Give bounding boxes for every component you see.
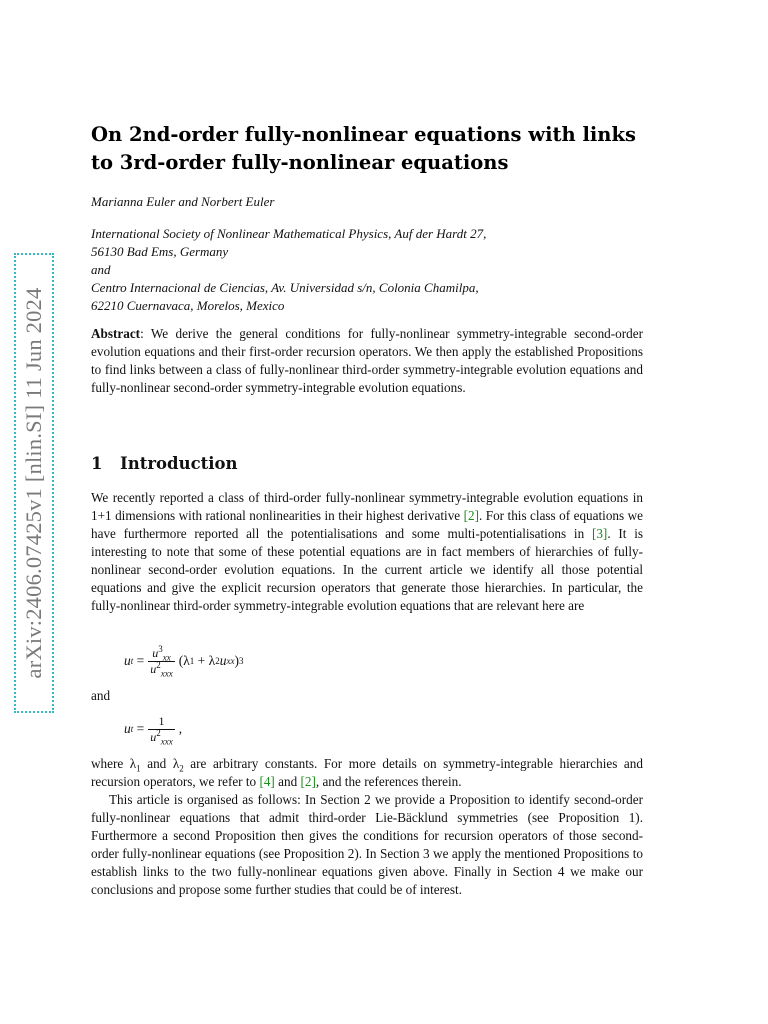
text-run: . It is interesting to note that some of these potential equations are in fact members of hierarchies of fully-nonlinear second-order evolution equations. In the current article we identify all those potential equations and give the explicit recursion operators that generate those hierarchies. In particular, the fully-nonlinear third-order symmetry-integrable evolution equations that are relevant here are — [91, 526, 643, 613]
equation-1: u t = $\frac{u^3_{xx}}{u^2_{xxx}}$ (λ 1 + λ 2 u xx ) 3 — [124, 643, 244, 678]
text-run: , and the references therein. — [315, 774, 462, 789]
intro-paragraph-1 — [91, 489, 643, 615]
equation-2: u t = $\frac{1}{u^2_{xxx}}$ , — [124, 713, 183, 746]
citation-link[interactable]: [2] — [300, 774, 316, 789]
affiliation-line: International Society of Nonlinear Mathematical Physics, Auf der Hardt 27, — [91, 226, 487, 241]
section-title: Introduction — [120, 454, 238, 473]
text-run: We recently reported a class of third-order fully-nonlinear symmetry-integrable evolution equations in 1+1 dimensions with rational nonlinearities in their highest derivative — [91, 490, 643, 523]
text-run: and — [274, 774, 301, 789]
text-run: where λ — [91, 756, 137, 771]
intro-paragraph-3: This article is organised as follows: In Section 2 we provide a Proposition to identify second-order fully-nonlinear equations that admit third-order Lie-Bäcklund symmetries (see Proposition 1). Furthermore a second Proposition then gives the conditions for recursion operators of those second-order fully-nonlinear equations (see Proposition 2). In Section 3 we apply the mentioned Propositions to establish links to the two fully-nonlinear equations given above. Finally in Section 4 we make our conclusions and propose some further studies that could be of interest. — [91, 792, 643, 897]
citation-link[interactable]: [2] — [463, 508, 479, 523]
arxiv-stamp-text: arXiv:2406.07425v1 [nlin.SI] 11 Jun 2024 — [21, 287, 46, 679]
affiliation-line: Centro Internacional de Ciencias, Av. Universidad s/n, Colonia Chamilpa, — [91, 280, 479, 295]
arxiv-stamp — [14, 253, 54, 713]
affiliation-line: 62210 Cuernavaca, Morelos, Mexico — [91, 298, 285, 313]
intro-paragraph-2: where $\lambda_1$ and $\lambda_2$ are arbitrary constants. For more details on symmetry-integrable hierarchies and recursion operators, we refer to [4] and [2], and the references therein. — [91, 756, 643, 789]
text-run: and λ — [140, 756, 180, 771]
paper-page — [91, 0, 643, 1024]
citation-link[interactable]: [4] — [259, 774, 275, 789]
authors: Marianna Euler and Norbert Euler — [91, 194, 275, 209]
paper-title: On 2nd-order fully-nonlinear equations with links to 3rd-order fully-nonlinear equations — [91, 123, 636, 174]
affiliation-line: 56130 Bad Ems, Germany — [91, 244, 229, 259]
section-heading — [91, 454, 238, 473]
text-run: are arbitrary constants. For more details on symmetry-integrable hierarchies and recursion operators, we refer to — [91, 756, 643, 789]
text-run: . For this class of equations we have furthermore reported all the potentialisations and some multi-potentialisations in — [91, 508, 643, 541]
affiliations — [91, 225, 643, 315]
citation-link[interactable]: [3] — [591, 526, 608, 541]
abstract-label: Abstract — [91, 326, 141, 341]
and-text: and — [91, 688, 111, 703]
section-number: 1 — [91, 454, 103, 473]
abstract — [91, 325, 643, 397]
affiliation-line: and — [91, 262, 111, 277]
abstract-text: : We derive the general conditions for fully-nonlinear symmetry-integrable second-order evolution equations and their first-order recursion operators. We then apply the established Propositions to find links between a class of fully-nonlinear third-order symmetry-integrable evolution equations and fully-nonlinear second-order symmetry-integrable evolution equations. — [91, 326, 643, 395]
